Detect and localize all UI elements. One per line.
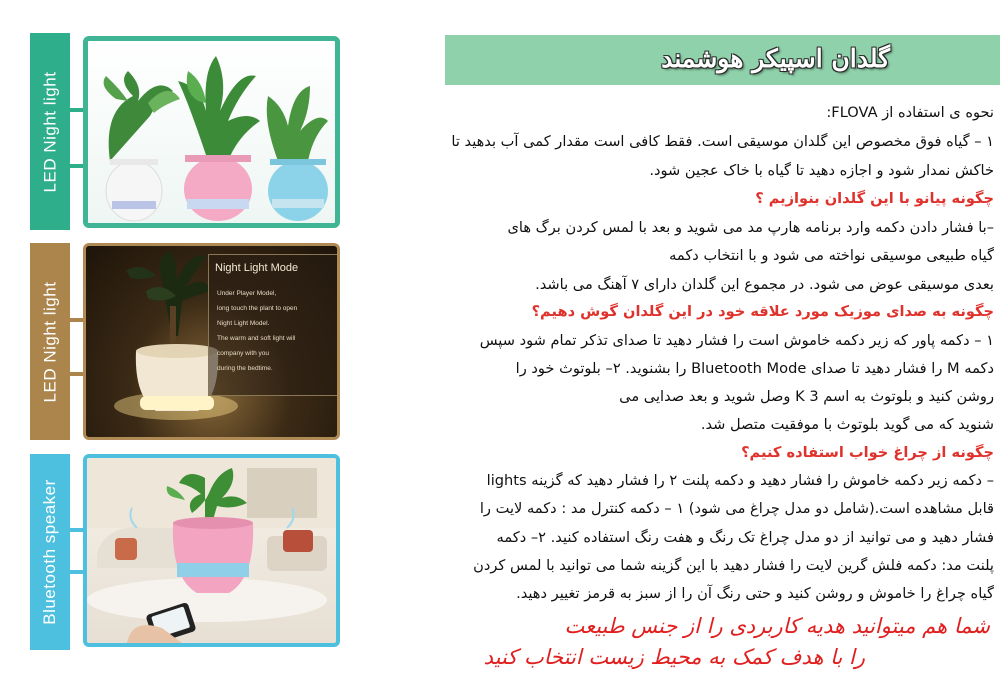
body-line: گیاه طبیعی موسیقی نواخته می شود و با انتخاب دکمه	[669, 247, 994, 264]
night-light-card-line: Night Light Model.	[217, 320, 270, 327]
body-line: گیاه چراغ را خاموش و روشن کنید و حتی رنگ آن را از سبز به قرمز تغییر دهید.	[516, 585, 994, 602]
body-line: خاکش نمدار شود و اجازه دهید تا گیاه با خاک عجین شود.	[649, 162, 994, 179]
body-line: – دکمه زیر دکمه خاموش را فشار دهید و دکمه پلنت ۲ را فشار دهید که گزینه lights	[486, 472, 994, 489]
product-photo-night-light	[83, 243, 340, 440]
body-line: روشن کنید و بلوتوث به اسم K 3 وصل شوید و بعد صدایی می	[619, 388, 994, 405]
body-line: فشار دهید و می توانید از دو مدل چراغ تک رنگ و هفت رنگ استفاده کنید. ۲– دکمه	[496, 529, 994, 546]
page-title: گلدان اسپیکر هوشمند	[661, 44, 890, 73]
body-line: ۱ – گیاه فوق مخصوص این گلدان موسیقی است. فقط کافی است مقدار کمی آب بدهید تا	[451, 133, 994, 150]
body-line: پلنت مد: دکمه فلش گرین لایت را فشار دهید با این گزینه شما می توانید با لمس کردن	[473, 557, 994, 574]
night-light-card-title: Night Light Mode	[215, 262, 299, 274]
night-light-card-line: The warm and soft light will	[217, 335, 296, 342]
body-line: ۱ – دکمه پاور که زیر دکمه خاموش است را فشار دهید تا صدای تذکر تمام شود سپس	[479, 332, 994, 349]
section-heading-piano: چگونه پیانو با این گلدان بنوازیم ؟	[755, 190, 994, 207]
body-line: بعدی موسیقی عوض می شود. در مجموع این گلدان دارای ۷ آهنگ می باشد.	[535, 276, 994, 293]
side-tab-led-night-light-2	[30, 243, 70, 440]
plant-pots-illustration	[88, 41, 335, 223]
night-light-card-line: Under Player Model,	[217, 290, 277, 297]
intro-line: نحوه ی استفاده از FLOVA:	[826, 104, 994, 121]
side-tab-label: Bluetooth speaker	[40, 479, 60, 625]
night-light-info-card	[208, 254, 338, 396]
product-photo-pots	[83, 36, 340, 228]
section-heading-music: چگونه به صدای موزیک مورد علاقه خود در این گلدان گوش دهیم؟	[531, 303, 994, 320]
side-tab-bluetooth-speaker	[30, 454, 70, 650]
title-banner	[445, 35, 1000, 85]
product-photo-bluetooth	[83, 454, 340, 647]
night-light-card-line: during the bedtime.	[217, 365, 273, 372]
body-line: دکمه M را فشار دهید تا صدای Bluetooth Mode را بشنوید. ۲– بلوتوث خود را	[515, 360, 994, 377]
side-tab-label: LED Night light	[40, 281, 60, 402]
night-light-card-line: long touch the plant to open	[217, 305, 298, 312]
body-line: شنوید که می گوید بلوتوث با موفقیت متصل شد.	[700, 416, 994, 433]
footer-slogan-line-1: شما هم میتوانید هدیه کاربردی را از جنس طبیعت	[564, 614, 990, 638]
body-line: –با فشار دادن دکمه وارد برنامه هارپ مد می شوید و بعد با لمس کردن برگ های	[507, 219, 994, 236]
night-light-card-line: company with you	[217, 350, 270, 357]
bluetooth-speaker-illustration	[87, 458, 336, 643]
side-tab-led-night-light	[30, 33, 70, 230]
body-line: قابل مشاهده است.(شامل دو مدل چراغ می شود) ۱ – دکمه کنترل مد : دکمه لایت را	[479, 500, 994, 517]
footer-slogan-line-2: را با هدف کمک به محیط زیست انتخاب کنید	[483, 645, 865, 669]
side-tab-label: LED Night light	[40, 71, 60, 192]
section-heading-night-light: چگونه از چراغ خواب استفاده کنیم؟	[741, 444, 994, 461]
